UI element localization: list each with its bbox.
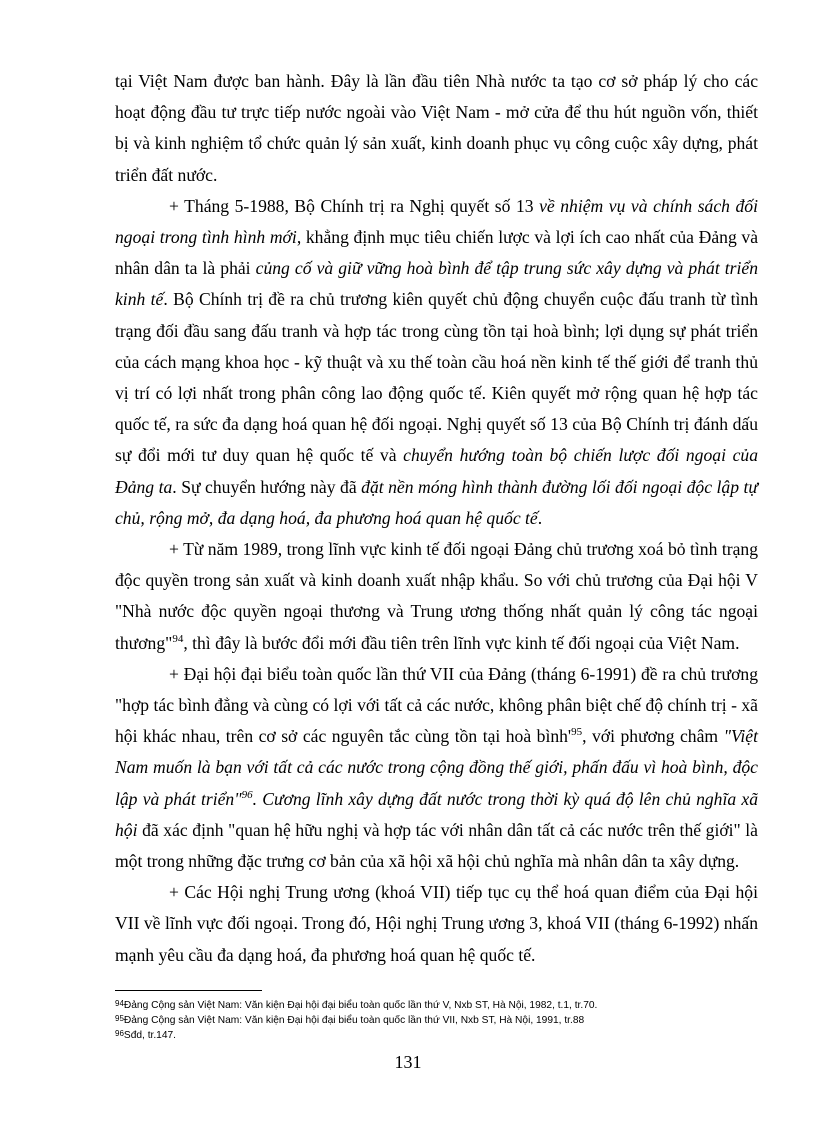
footnote (115, 998, 765, 1013)
text-run: . Bộ Chính trị đề ra chủ trương kiên quyết chủ động chuyển cuộc đấu tranh từ tình trạng đối đầu sang đấu tranh và hợp tác trong cùng tồn tại hoà bình; lợi dụng sự phát triển của cách mạng khoa học - kỹ thuật và xu thế toàn cầu hoá nền kinh tế thế giới để tranh thủ vị trí có lợi nhất trong phân công lao động quốc tế. Kiên quyết mở rộng quan hệ hợp tác quốc tế, ra sức đa dạng hoá quan hệ đối ngoại. Nghị quyết số 13 của Bộ Chính trị đánh dấu sự đổi mới tư duy quan hệ quốc tế và (115, 289, 758, 466)
body-text (115, 66, 758, 971)
italic-text: đặt nền móng hình thành đường lối đối ngoại độc lập tự chủ, rộng mở, đa dạng hoá, đa phương hoá quan hệ quốc tế (115, 476, 758, 528)
paragraph (115, 66, 758, 191)
paragraph (115, 659, 758, 877)
footnote-text: Đảng Cộng sản Việt Nam: Văn kiện Đại hội đại biểu toàn quốc lần thứ VII, Nxb ST, Hà Nội, 1991, tr.88 (123, 1015, 585, 1026)
text-run: . (537, 507, 543, 528)
footnote (115, 1013, 765, 1028)
text-run: , với phương châm (582, 726, 724, 747)
footnote-number: 94 (115, 999, 124, 1008)
text-run: , khẳng định mục tiêu chiến lược và lợi ích cao nhất của Đảng và nhân dân ta là phải (115, 227, 758, 279)
footnote-ref: 94 (172, 632, 184, 645)
text-run: đã xác định "quan hệ hữu nghị và hợp tác với nhân dân tất cả các nước trên thế giới" là một trong những đặc trưng cơ bản của xã hội xã hội chủ nghĩa mà nhân dân ta xây dựng. (115, 819, 758, 872)
text-run: , thì đây là bước đổi mới đầu tiên trên lĩnh vực kinh tế đối ngoại của Việt Nam. (183, 632, 740, 653)
italic-text: chuyển hướng toàn bộ chiến lược đối ngoại của Đảng ta (115, 445, 758, 497)
text-run: + Đại hội đại biểu toàn quốc lần thứ VII của Đảng (tháng 6-1991) đề ra chủ trương "hợp tác bình đẳng và cùng có lợi với tất cả các nước, không phân biệt chế độ chính trị - xã hội khác nhau, trên cơ sở các nguyên tắc cùng tồn tại hoà bình' (115, 663, 758, 747)
footnote-ref: 95 (571, 726, 583, 739)
paragraph (115, 877, 758, 971)
italic-text: "Việt Nam muốn là bạn với tất cả các nước trong cộng đồng thế giới, phấn đấu vì hoà bình, độc lập và phát triển" (115, 726, 758, 809)
text-run: tại Việt Nam được ban hành. Đây là lần đầu tiên Nhà nước ta tạo cơ sở pháp lý cho các hoạt động đầu tư trực tiếp nước ngoài vào Việt Nam - mở cửa để thu hút nguồn vốn, thiết bị và kinh nghiệm tổ chức quản lý sản xuất, kinh doanh phục vụ công cuộc xây dựng, phát triển đất nước. (115, 71, 758, 185)
footnote-ref: 96 (241, 788, 253, 801)
page-number: 131 (394, 1052, 422, 1072)
italic-text: về nhiệm vụ và chính sách đối ngoại trong tình hình mới (115, 195, 758, 248)
footnote-text: Đảng Cộng sản Việt Nam: Văn kiện Đại hội đại biểu toàn quốc lần thứ V, Nxb ST, Hà Nội, 1982, t.1, tr.70. (123, 1000, 598, 1011)
footnote-number: 96 (115, 1029, 124, 1038)
text-run: . Sự chuyển hướng này đã (172, 476, 362, 497)
italic-text: củng cố và giữ vững hoà bình để tập trung sức xây dựng và phát triển kinh tế (115, 258, 758, 310)
paragraph (115, 191, 758, 534)
italic-text: . Cương lĩnh xây dựng đất nước trong thời kỳ quá độ lên chủ nghĩa xã hội (115, 788, 758, 840)
paragraph (115, 534, 758, 659)
footnote-number: 95 (115, 1014, 124, 1023)
footnote-text: Sđd, tr.147. (123, 1030, 177, 1041)
text-run: + Tháng 5-1988, Bộ Chính trị ra Nghị quyết số 13 (169, 195, 540, 216)
footnote-divider (115, 990, 262, 991)
footnotes (115, 998, 765, 1043)
text-run: + Các Hội nghị Trung ương (khoá VII) tiếp tục cụ thể hoá quan điểm của Đại hội VII về lĩnh vực đối ngoại. Trong đó, Hội nghị Trung ương 3, khoá VII (tháng 6-1992) nhấn mạnh yêu cầu đa dạng hoá, đa phương hoá quan hệ quốc tế. (115, 882, 758, 965)
text-run: + Từ năm 1989, trong lĩnh vực kinh tế đối ngoại Đảng chủ trương xoá bỏ tình trạng độc quyền trong sản xuất và kinh doanh xuất nhập khẩu. So với chủ trương của Đại hội V "Nhà nước độc quyền ngoại thương và Trung ương thống nhất quản lý công tác ngoại thương" (115, 539, 758, 653)
footnote (115, 1028, 765, 1043)
